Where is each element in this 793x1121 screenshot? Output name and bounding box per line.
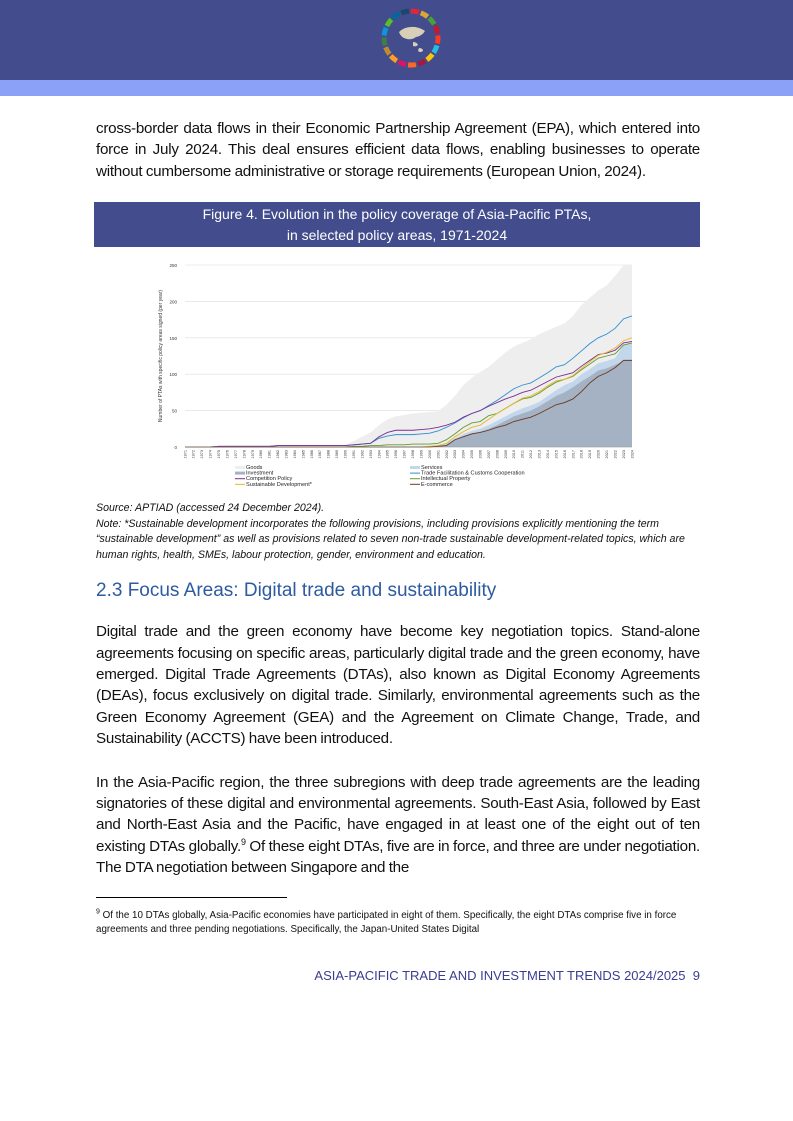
legend-label: Investment <box>246 470 274 477</box>
footnote-divider <box>96 897 287 898</box>
x-tick-label: 2012 <box>529 450 534 459</box>
y-tick-label: 200 <box>169 299 177 305</box>
legend-swatch <box>235 472 245 475</box>
x-tick-label: 1996 <box>394 450 399 459</box>
paragraph-text: Of these eight DTAs, five are in force, and three are under negotiation. The DTA negotiation between Singapore and the <box>96 837 700 877</box>
x-tick-label: 1978 <box>242 450 247 459</box>
figure-title-line1: Figure 4. Evolution in the policy coverage of Asia-Pacific PTAs, <box>202 206 592 223</box>
x-tick-label: 1981 <box>267 450 272 459</box>
x-tick-label: 1990 <box>343 450 348 459</box>
legend-label: E-commerce <box>421 482 453 489</box>
legend-label: Goods <box>246 465 263 472</box>
sdg-wheel-asia-pacific-logo-icon <box>381 8 441 68</box>
paragraph-epa: cross-border data flows in their Economic Partnership Agreement (EPA), which entered into force in July 2024. This deal ensures efficient data flows, enabling businesses to operate without cumbersome administrative or storage requirements (European Union, 2024). <box>96 120 700 180</box>
x-tick-label: 1995 <box>385 450 390 459</box>
x-tick-label: 2008 <box>495 450 500 459</box>
x-tick-label: 1986 <box>309 450 314 459</box>
x-tick-label: 2002 <box>444 450 449 459</box>
x-tick-label: 2015 <box>554 450 559 459</box>
y-tick-label: 100 <box>169 372 177 378</box>
figure-note: Note: *Sustainable development incorporates the following provisions, including provisions explicitly mentioning the term “sustainable development” as well as provisions related to seven non-trade sustainable development-related topics, which are human rights, health, SMEs, labour protection, gender, environment and education. <box>96 517 685 561</box>
x-tick-label: 2020 <box>596 450 601 459</box>
y-tick-label: 150 <box>169 336 177 342</box>
footnote-text: Of the 10 DTAs globally, Asia-Pacific economies have participated in eight of them. Specifically, the eight DTAs comprise five in force agreements and three pending negotiations. Specifically, the Japan-United States Digital <box>96 909 677 936</box>
legend-swatch <box>410 466 420 469</box>
footnote-number: 9 <box>96 908 100 916</box>
x-tick-label: 1975 <box>217 450 222 459</box>
x-tick-label: 2022 <box>613 450 618 459</box>
x-tick-label: 2011 <box>520 450 525 459</box>
legend-label: Trade Facilitation & Customs Cooperation <box>421 470 525 477</box>
x-tick-label: 1979 <box>250 450 255 459</box>
x-tick-label: 2019 <box>588 450 593 459</box>
footnote-reference[interactable]: 9 <box>240 836 246 847</box>
legend-swatch <box>235 466 245 469</box>
legend-label: Services <box>421 465 443 472</box>
y-tick-label: 50 <box>171 408 177 414</box>
paragraph-asia-pacific-dtas <box>96 772 700 879</box>
x-tick-label: 1988 <box>326 450 331 459</box>
x-tick-label: 1971 <box>183 450 188 459</box>
figure-title <box>94 202 700 247</box>
x-tick-label: 1998 <box>411 450 416 459</box>
footer-title: ASIA-PACIFIC TRADE AND INVESTMENT TRENDS 2024/2025 <box>314 967 686 983</box>
header-accent-band <box>0 80 793 96</box>
page-header-bar <box>0 0 793 80</box>
x-tick-label: 1982 <box>276 450 281 459</box>
x-tick-label: 2017 <box>571 450 576 459</box>
section-heading: 2.3 Focus Areas: Digital trade and sustainability <box>96 580 497 602</box>
x-tick-label: 1977 <box>233 450 238 459</box>
x-tick-label: 1992 <box>360 450 365 459</box>
x-tick-label: 2004 <box>461 450 466 459</box>
y-tick-label: 250 <box>169 263 177 269</box>
x-tick-label: 2007 <box>486 450 491 459</box>
x-tick-label: 2003 <box>453 450 458 459</box>
x-tick-label: 2009 <box>503 450 508 459</box>
page-footer <box>96 968 700 1023</box>
x-tick-label: 1985 <box>301 450 306 459</box>
page-number: 9 <box>692 967 700 983</box>
x-tick-label: 2005 <box>470 450 475 459</box>
x-tick-label: 2006 <box>478 450 483 459</box>
paragraph-digital-trade: Digital trade and the green economy have become key negotiation topics. Stand-alone agreements focusing on specific areas, particularly digital trade and the green economy, have emerged. Digital Trade Agreements (DTAs), also known as Digital Economy Agreements (DEAs), focus exclusively on digital trade. Similarly, environmental agreements such as the Green Economy Agreement (GEA) and the Agreement on Climate Change, Trade, and Sustainability (ACCTS) have been introduced. <box>96 623 700 748</box>
x-tick-label: 2000 <box>427 450 432 459</box>
x-tick-label: 1974 <box>208 450 213 459</box>
x-tick-label: 2023 <box>621 450 626 459</box>
x-tick-label: 1973 <box>200 450 205 459</box>
x-tick-label: 1991 <box>351 450 356 459</box>
figure-source: Source: APTIAD (accessed 24 December 2024). <box>96 502 325 515</box>
x-tick-label: 1972 <box>191 450 196 459</box>
x-tick-label: 1994 <box>377 450 382 459</box>
x-tick-label: 2016 <box>562 450 567 459</box>
x-tick-label: 1993 <box>368 450 373 459</box>
y-tick-label: 0 <box>174 445 177 451</box>
x-tick-label: 2010 <box>512 450 517 459</box>
x-tick-label: 2013 <box>537 450 542 459</box>
y-axis-label: Number of PTAs with specific policy areas signed (per year) <box>158 290 164 423</box>
footnote <box>96 909 700 938</box>
x-tick-label: 1997 <box>402 450 407 459</box>
x-tick-label: 1989 <box>335 450 340 459</box>
x-tick-label: 2018 <box>579 450 584 459</box>
legend-label: Competition Policy <box>246 476 293 483</box>
x-tick-label: 1980 <box>259 450 264 459</box>
x-tick-label: 2014 <box>545 450 550 459</box>
legend-label: Sustainable Development* <box>246 482 312 489</box>
x-tick-label: 1987 <box>318 450 323 459</box>
figure-title-line2: in selected policy areas, 1971-2024 <box>286 227 508 244</box>
x-tick-label: 2001 <box>436 450 441 459</box>
paragraph-text: In the Asia-Pacific region, the three subregions with deep trade agreements are the leading signatories of these digital and environmental agreements. South-East Asia, followed by East and North-East Asia and the Pacific, have engaged in at least one of the eight out of ten existing DTAs globally. <box>96 773 700 855</box>
figure-source-note <box>96 501 700 563</box>
policy-coverage-chart <box>150 255 650 495</box>
legend-label: Intellectual Property <box>421 476 471 483</box>
x-tick-label: 1976 <box>225 450 230 459</box>
content-column <box>96 96 700 1023</box>
x-tick-label: 1984 <box>292 450 297 459</box>
x-tick-label: 1999 <box>419 450 424 459</box>
x-tick-label: 1983 <box>284 450 289 459</box>
x-tick-label: 2024 <box>630 450 635 459</box>
x-tick-label: 2021 <box>604 450 609 459</box>
